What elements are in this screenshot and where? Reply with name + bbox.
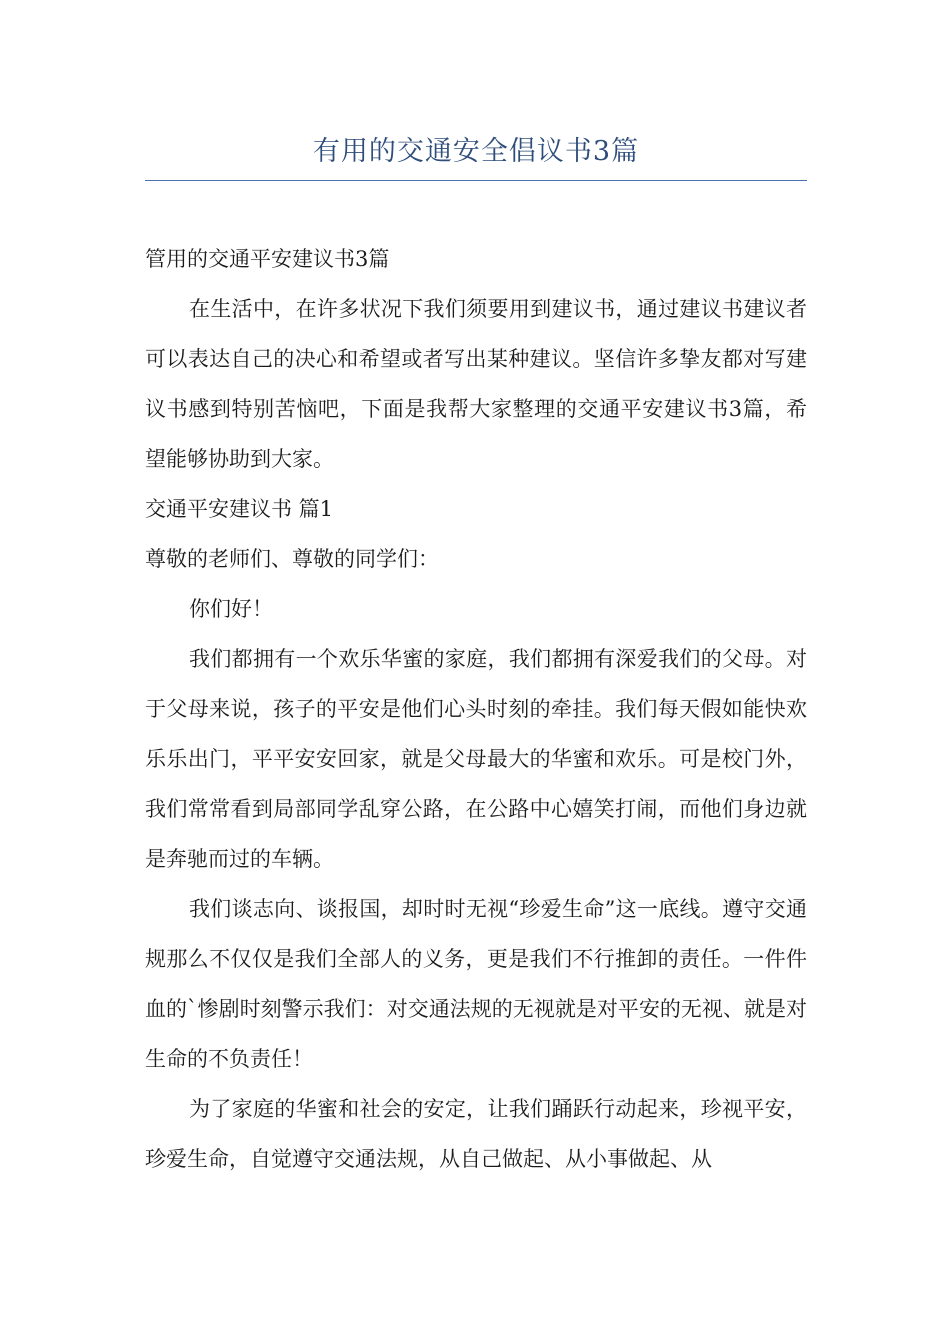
salutation: 尊敬的老师们、尊敬的同学们： — [145, 547, 439, 571]
section-heading: 交通平安建议书 篇1 — [145, 497, 334, 521]
document-page — [145, 0, 807, 1344]
subtitle: 管用的交通平安建议书3篇 — [145, 247, 390, 271]
paragraph-1: 我们都拥有一个欢乐华蜜的家庭，我们都拥有深爱我们的父母。对于父母来说，孩子的平安是他们心头时刻的牵挂。我们每天假如能快欢乐乐出门，平平安安回家，就是父母最大的华蜜和欢乐。可是校门外，我们常常看到局部同学乱穿公路，在公路中心嬉笑打闹，而他们身边就是奔驰而过的车辆。 — [145, 647, 807, 871]
paragraph-3: 为了家庭的华蜜和社会的安定，让我们踊跃行动起来，珍视平安，珍爱生命，自觉遵守交通法规，从自己做起、从小事做起、从 — [145, 1097, 807, 1171]
document-body — [145, 234, 807, 1184]
intro-paragraph: 在生活中，在许多状况下我们须要用到建议书，通过建议书建议者可以表达自己的决心和希望或者写出某种建议。坚信许多挚友都对写建议书感到特别苦恼吧，下面是我帮大家整理的交通平安建议书3篇，希望能够协助到大家。 — [145, 297, 807, 471]
document-title: 有用的交通安全倡议书3篇 — [312, 136, 640, 167]
title-underline — [145, 180, 807, 181]
paragraph-2: 我们谈志向、谈报国，却时时无视“珍爱生命”这一底线。遵守交通规那么不仅仅是我们全部人的义务，更是我们不行推卸的责任。一件件血的`惨剧时刻警示我们：对交通法规的无视就是对平安的无视、就是对生命的不负责任！ — [145, 897, 807, 1071]
greeting: 你们好！ — [189, 597, 273, 621]
